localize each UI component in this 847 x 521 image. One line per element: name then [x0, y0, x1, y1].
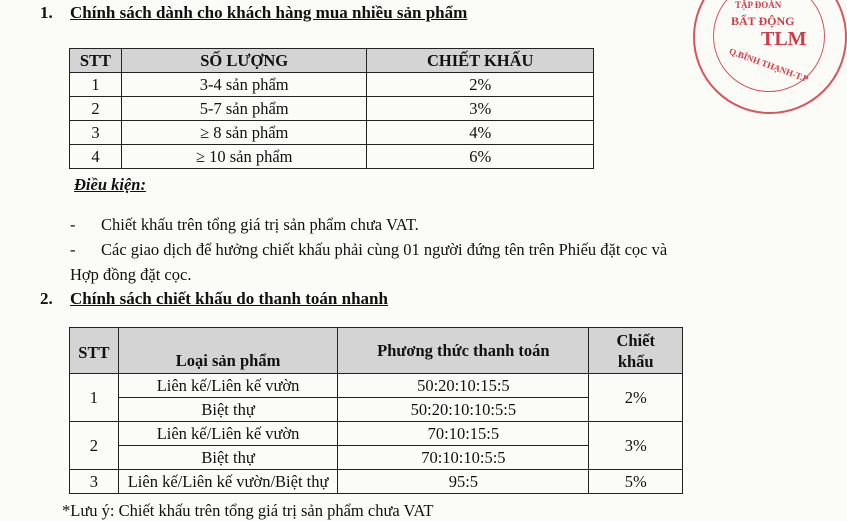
header-discount-line2: khấu: [617, 351, 654, 371]
conditions-label: Điều kiện:: [74, 175, 146, 194]
cell-stt: 1: [70, 73, 122, 97]
cell-stt: 4: [70, 145, 122, 169]
table-row: [70, 121, 594, 145]
bullet-dash: -: [70, 215, 76, 234]
cell-stt: 3: [70, 470, 119, 494]
footnote: *Lưu ý: Chiết khấu trên tổng giá trị sản phẩm chưa VAT: [62, 501, 434, 520]
section2-heading: [40, 289, 388, 309]
cell-discount: 4%: [367, 121, 594, 145]
section1-title: Chính sách dành cho khách hàng mua nhiều sản phẩm: [70, 3, 468, 22]
cell-discount: 2%: [367, 73, 594, 97]
header-product-type: Loại sản phẩm: [118, 328, 338, 374]
table-header-row: [70, 328, 683, 374]
table-row: [70, 145, 594, 169]
section2-title: Chính sách chiết khấu do thanh toán nhanh: [70, 289, 388, 308]
header-discount: [589, 328, 683, 374]
condition-item: Chiết khấu trên tổng giá trị sản phẩm chưa VAT.: [101, 215, 419, 234]
cell-discount: 5%: [589, 470, 683, 494]
fast-payment-discount-table: [69, 327, 683, 494]
cell-stt: 2: [70, 422, 119, 470]
cell-payment-method: 50:20:10:10:5:5: [338, 398, 589, 422]
stamp-text-line3: TLM: [761, 28, 807, 50]
condition-item-continued: Hợp đồng đặt cọc.: [70, 265, 192, 284]
section2-number: 2.: [40, 289, 53, 308]
cell-quantity: 3-4 sản phẩm: [121, 73, 367, 97]
cell-discount: 3%: [367, 97, 594, 121]
header-quantity: SỐ LƯỢNG: [121, 49, 367, 73]
table-row: [70, 422, 683, 446]
header-discount: CHIẾT KHẤU: [367, 49, 594, 73]
cell-product-type: Liên kế/Liên kế vườn: [118, 422, 338, 446]
cell-quantity: ≥ 8 sản phẩm: [121, 121, 367, 145]
bullet-dash: -: [70, 240, 76, 259]
cell-quantity: 5-7 sản phẩm: [121, 97, 367, 121]
table-header-row: [70, 49, 594, 73]
cell-product-type: Liên kế/Liên kế vườn/Biệt thự: [118, 470, 338, 494]
stamp-text-line2: BẤT ĐỘNG: [731, 14, 795, 28]
table-row: [70, 97, 594, 121]
table-row: [70, 374, 683, 398]
section1-number: 1.: [40, 3, 53, 22]
stamp-text-line1: TẬP ĐOÀN: [735, 0, 782, 10]
table-row: [70, 73, 594, 97]
header-discount-line1: Chiết: [616, 330, 655, 350]
cell-discount: 2%: [589, 374, 683, 422]
condition-item: Các giao dịch để hưởng chiết khấu phải cùng 01 người đứng tên trên Phiếu đặt cọc và: [101, 240, 668, 259]
cell-product-type: Liên kế/Liên kế vườn: [118, 374, 338, 398]
cell-product-type: Biệt thự: [118, 398, 338, 422]
table-row: [70, 470, 683, 494]
company-stamp: [693, 0, 847, 114]
cell-stt: 2: [70, 97, 122, 121]
cell-payment-method: 95:5: [338, 470, 589, 494]
stamp-text-line4: Q.BÌNH THẠNH-T.P: [727, 46, 810, 84]
cell-stt: 3: [70, 121, 122, 145]
section1-heading: [40, 3, 467, 23]
cell-discount: 3%: [589, 422, 683, 470]
header-stt: STT: [70, 328, 119, 374]
quantity-discount-table: [69, 48, 594, 169]
cell-stt: 1: [70, 374, 119, 422]
cell-payment-method: 70:10:15:5: [338, 422, 589, 446]
header-stt: STT: [70, 49, 122, 73]
header-payment-method: Phương thức thanh toán: [338, 328, 589, 374]
cell-quantity: ≥ 10 sản phẩm: [121, 145, 367, 169]
cell-discount: 6%: [367, 145, 594, 169]
cell-payment-method: 70:10:10:5:5: [338, 446, 589, 470]
cell-payment-method: 50:20:10:15:5: [338, 374, 589, 398]
cell-product-type: Biệt thự: [118, 446, 338, 470]
